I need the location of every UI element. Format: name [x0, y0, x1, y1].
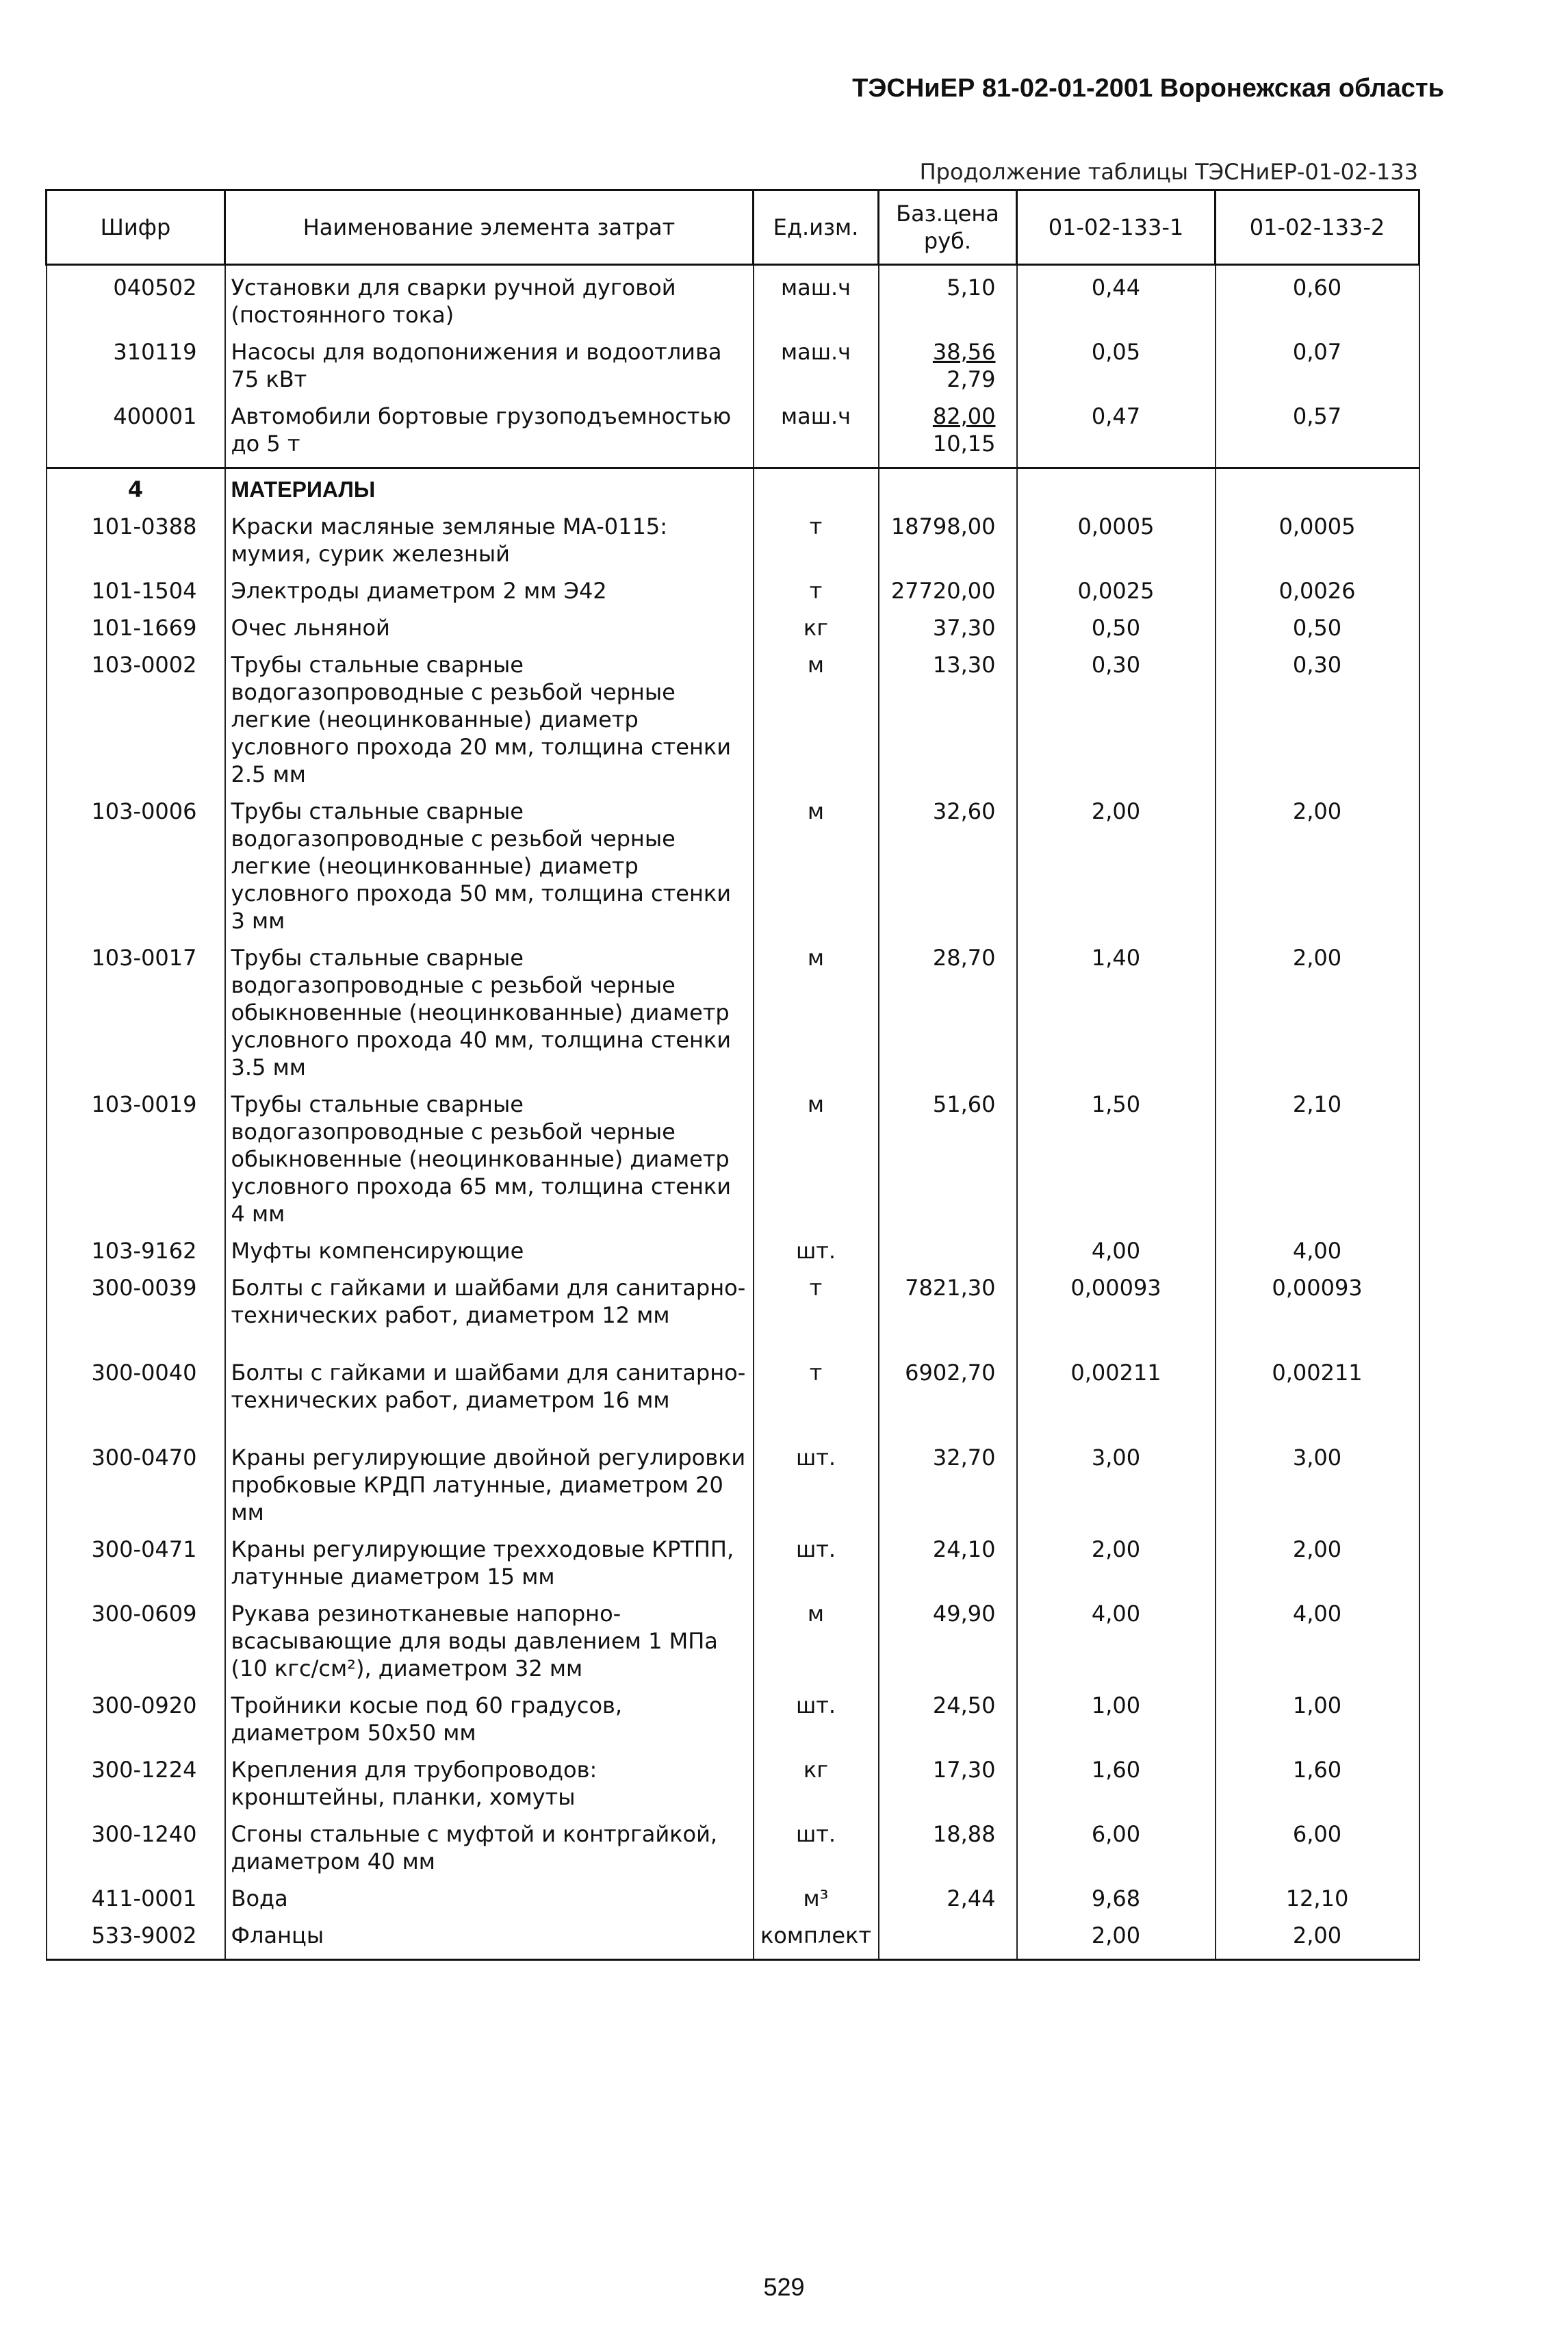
- cell-unit: т: [754, 1359, 879, 1444]
- table-row: [47, 403, 1419, 468]
- cell-norm-1: 0,50: [1017, 614, 1216, 651]
- section-number: 4: [47, 468, 225, 513]
- cell-norm-2: 4,00: [1216, 1600, 1419, 1692]
- resource-table: [45, 189, 1420, 1961]
- cell-unit: маш.ч: [754, 265, 879, 339]
- cell-unit: комплект: [754, 1922, 879, 1960]
- table-header-row: [47, 190, 1419, 265]
- cell-norm-2: 0,57: [1216, 403, 1419, 468]
- cell-code: 310119: [47, 338, 225, 403]
- cell-code: 300-1224: [47, 1756, 225, 1820]
- cell-norm-1: 0,00093: [1017, 1274, 1216, 1359]
- table-row: [47, 1600, 1419, 1692]
- price-current: 2,79: [947, 366, 996, 392]
- cell-unit: м: [754, 651, 879, 798]
- cell-name: Электроды диаметром 2 мм Э42: [225, 577, 754, 614]
- cell-name: Автомобили бортовые грузоподъемностью до 5 т: [225, 403, 754, 468]
- cell-price: 17,30: [879, 1756, 1017, 1820]
- table-caption: Продолжение таблицы ТЭСНиЕР-01-02-133: [919, 159, 1418, 185]
- cell-name: Краны регулирующие трехходовые КРТПП, латунные диаметром 15 мм: [225, 1536, 754, 1600]
- col-header-price: Баз.цена руб.: [879, 190, 1017, 265]
- cell-unit: шт.: [754, 1444, 879, 1536]
- cell-name: Краны регулирующие двойной регулировки пробковые КРДП латунные, диаметром 20 мм: [225, 1444, 754, 1536]
- cell-unit: маш.ч: [754, 338, 879, 403]
- price-current: 10,15: [932, 431, 996, 457]
- cell-price: 13,30: [879, 651, 1017, 798]
- table-row: [47, 513, 1419, 577]
- cell-code: 101-0388: [47, 513, 225, 577]
- table-row: [47, 265, 1419, 339]
- cell-name: Крепления для трубопроводов: кронштейны, планки, хомуты: [225, 1756, 754, 1820]
- cell-name: Муфты компенсирующие: [225, 1237, 754, 1274]
- cell-name: Фланцы: [225, 1922, 754, 1960]
- cell-norm-2: 0,60: [1216, 265, 1419, 339]
- cell-code: 103-0002: [47, 651, 225, 798]
- cell-price: 49,90: [879, 1600, 1017, 1692]
- table-row: [47, 1091, 1419, 1237]
- cell-unit: м: [754, 798, 879, 944]
- cell-price: [879, 403, 1017, 468]
- cell-code: 300-0039: [47, 1274, 225, 1359]
- cell-norm-2: 0,0005: [1216, 513, 1419, 577]
- table-row: [47, 1692, 1419, 1756]
- cell-price: 18,88: [879, 1820, 1017, 1885]
- cell-norm-2: 6,00: [1216, 1820, 1419, 1885]
- cell-norm-2: 2,00: [1216, 1536, 1419, 1600]
- cell-code: 103-0017: [47, 944, 225, 1091]
- table-row: [47, 651, 1419, 798]
- page-number: 529: [763, 2273, 805, 2301]
- cell-unit: т: [754, 1274, 879, 1359]
- cell-norm-2: 12,10: [1216, 1885, 1419, 1922]
- cell-norm-2: 2,00: [1216, 1922, 1419, 1960]
- cell-name: Насосы для водопонижения и водоотлива 75 кВт: [225, 338, 754, 403]
- table-row: [47, 944, 1419, 1091]
- table-row: [47, 1444, 1419, 1536]
- cell-norm-1: 2,00: [1017, 798, 1216, 944]
- table-row: [47, 614, 1419, 651]
- cell-price: 37,30: [879, 614, 1017, 651]
- cell-norm-2: 2,10: [1216, 1091, 1419, 1237]
- cell-norm-1: 3,00: [1017, 1444, 1216, 1536]
- cell-code: 300-0471: [47, 1536, 225, 1600]
- cell-norm-2: 0,00093: [1216, 1274, 1419, 1359]
- table-row: [47, 1359, 1419, 1444]
- table-row: [47, 1885, 1419, 1922]
- cell-price: 5,10: [879, 265, 1017, 339]
- cell-norm-2: 0,50: [1216, 614, 1419, 651]
- page-header: ТЭСНиЕР 81-02-01-2001 Воронежская область: [852, 74, 1444, 103]
- cell-norm-1: 6,00: [1017, 1820, 1216, 1885]
- cell-name: Трубы стальные сварные водогазопроводные с резьбой черные обыкновенные (неоцинкованные) диаметр условного прохода 40 мм, толщина стенки 3.5 мм: [225, 944, 754, 1091]
- cell-norm-2: 1,60: [1216, 1756, 1419, 1820]
- cell-norm-2: 2,00: [1216, 944, 1419, 1091]
- col-header-norm-1: 01-02-133-1: [1017, 190, 1216, 265]
- table-row: [47, 1820, 1419, 1885]
- cell-code: 300-1240: [47, 1820, 225, 1885]
- cell-norm-2: 1,00: [1216, 1692, 1419, 1756]
- cell-code: 040502: [47, 265, 225, 339]
- cell-price: [879, 1922, 1017, 1960]
- cell-norm-1: 2,00: [1017, 1536, 1216, 1600]
- col-header-unit: Ед.изм.: [754, 190, 879, 265]
- cell-unit: шт.: [754, 1820, 879, 1885]
- cell-price: 32,70: [879, 1444, 1017, 1536]
- price-old: 82,00: [932, 403, 996, 429]
- cell-code: 411-0001: [47, 1885, 225, 1922]
- cell-norm-2: 0,07: [1216, 338, 1419, 403]
- cell-norm-1: 0,47: [1017, 403, 1216, 468]
- table-row: [47, 1922, 1419, 1960]
- cell-name: Краски масляные земляные МА-0115: мумия, сурик железный: [225, 513, 754, 577]
- cell-norm-1: 0,44: [1017, 265, 1216, 339]
- cell-code: 103-0006: [47, 798, 225, 944]
- cell-code: 300-0470: [47, 1444, 225, 1536]
- section-row: [47, 468, 1419, 513]
- cell-norm-1: 0,30: [1017, 651, 1216, 798]
- cell-norm-1: 0,00211: [1017, 1359, 1216, 1444]
- cell-price: [879, 338, 1017, 403]
- cell-price: 28,70: [879, 944, 1017, 1091]
- table-row: [47, 1536, 1419, 1600]
- cell-price: 18798,00: [879, 513, 1017, 577]
- cell-price: 24,50: [879, 1692, 1017, 1756]
- cell-code: 400001: [47, 403, 225, 468]
- cell-norm-2: 3,00: [1216, 1444, 1419, 1536]
- cell-price: [879, 1237, 1017, 1274]
- cell-name: Установки для сварки ручной дуговой (постоянного тока): [225, 265, 754, 339]
- cell-code: 300-0040: [47, 1359, 225, 1444]
- table-row: [47, 338, 1419, 403]
- cell-norm-1: 0,0005: [1017, 513, 1216, 577]
- cell-price: 27720,00: [879, 577, 1017, 614]
- cell-name: Очес льняной: [225, 614, 754, 651]
- cell-norm-1: 1,50: [1017, 1091, 1216, 1237]
- cell-price: 2,44: [879, 1885, 1017, 1922]
- cell-norm-1: 0,05: [1017, 338, 1216, 403]
- cell-norm-1: 4,00: [1017, 1237, 1216, 1274]
- cell-price: 7821,30: [879, 1274, 1017, 1359]
- cell-unit: маш.ч: [754, 403, 879, 468]
- cell-norm-1: 2,00: [1017, 1922, 1216, 1960]
- cell-code: 300-0920: [47, 1692, 225, 1756]
- cell-unit: м: [754, 1600, 879, 1692]
- cell-unit: м: [754, 944, 879, 1091]
- table-row: [47, 577, 1419, 614]
- cell-name: Трубы стальные сварные водогазопроводные с резьбой черные легкие (неоцинкованные) диаметр условного прохода 50 мм, толщина стенки 3 мм: [225, 798, 754, 944]
- cell-norm-2: 0,30: [1216, 651, 1419, 798]
- col-header-norm-2: 01-02-133-2: [1216, 190, 1419, 265]
- cell-unit: т: [754, 577, 879, 614]
- cell-code: 101-1504: [47, 577, 225, 614]
- cell-name: Болты с гайками и шайбами для санитарно-технических работ, диаметром 12 мм: [225, 1274, 754, 1359]
- cell-norm-1: 1,00: [1017, 1692, 1216, 1756]
- cell-unit: т: [754, 513, 879, 577]
- cell-unit: м³: [754, 1885, 879, 1922]
- section-title: МАТЕРИАЛЫ: [225, 468, 754, 513]
- price-old: 38,56: [932, 339, 996, 365]
- cell-norm-1: 1,40: [1017, 944, 1216, 1091]
- cell-name: Рукава резинотканевые напорно-всасывающие для воды давлением 1 МПа (10 кгс/см²), диаметром 32 мм: [225, 1600, 754, 1692]
- table-row: [47, 798, 1419, 944]
- cell-unit: шт.: [754, 1692, 879, 1756]
- cell-name: Сгоны стальные с муфтой и контргайкой, диаметром 40 мм: [225, 1820, 754, 1885]
- cell-price: 24,10: [879, 1536, 1017, 1600]
- cell-price: 32,60: [879, 798, 1017, 944]
- cell-price: 6902,70: [879, 1359, 1017, 1444]
- cell-norm-2: 4,00: [1216, 1237, 1419, 1274]
- cell-code: 533-9002: [47, 1922, 225, 1960]
- cell-code: 103-9162: [47, 1237, 225, 1274]
- cell-norm-1: 0,0025: [1017, 577, 1216, 614]
- col-header-name: Наименование элемента затрат: [225, 190, 754, 265]
- cell-code: 101-1669: [47, 614, 225, 651]
- cell-code: 300-0609: [47, 1600, 225, 1692]
- cell-norm-1: 4,00: [1017, 1600, 1216, 1692]
- cell-unit: м: [754, 1091, 879, 1237]
- cell-name: Вода: [225, 1885, 754, 1922]
- cell-price: 51,60: [879, 1091, 1017, 1237]
- table-row: [47, 1237, 1419, 1274]
- cell-norm-2: 0,00211: [1216, 1359, 1419, 1444]
- cell-name: Тройники косые под 60 градусов, диаметром 50х50 мм: [225, 1692, 754, 1756]
- cell-name: Трубы стальные сварные водогазопроводные с резьбой черные обыкновенные (неоцинкованные) диаметр условного прохода 65 мм, толщина стенки 4 мм: [225, 1091, 754, 1237]
- cell-norm-2: 0,0026: [1216, 577, 1419, 614]
- col-header-code: Шифр: [47, 190, 225, 265]
- cell-unit: шт.: [754, 1536, 879, 1600]
- cell-name: Трубы стальные сварные водогазопроводные с резьбой черные легкие (неоцинкованные) диаметр условного прохода 20 мм, толщина стенки 2.5 мм: [225, 651, 754, 798]
- cell-code: 103-0019: [47, 1091, 225, 1237]
- table-row: [47, 1274, 1419, 1359]
- cell-unit: шт.: [754, 1237, 879, 1274]
- cell-norm-2: 2,00: [1216, 798, 1419, 944]
- cell-unit: кг: [754, 1756, 879, 1820]
- table-row: [47, 1756, 1419, 1820]
- cell-norm-1: 9,68: [1017, 1885, 1216, 1922]
- cell-unit: кг: [754, 614, 879, 651]
- cell-norm-1: 1,60: [1017, 1756, 1216, 1820]
- cell-name: Болты с гайками и шайбами для санитарно-технических работ, диаметром 16 мм: [225, 1359, 754, 1444]
